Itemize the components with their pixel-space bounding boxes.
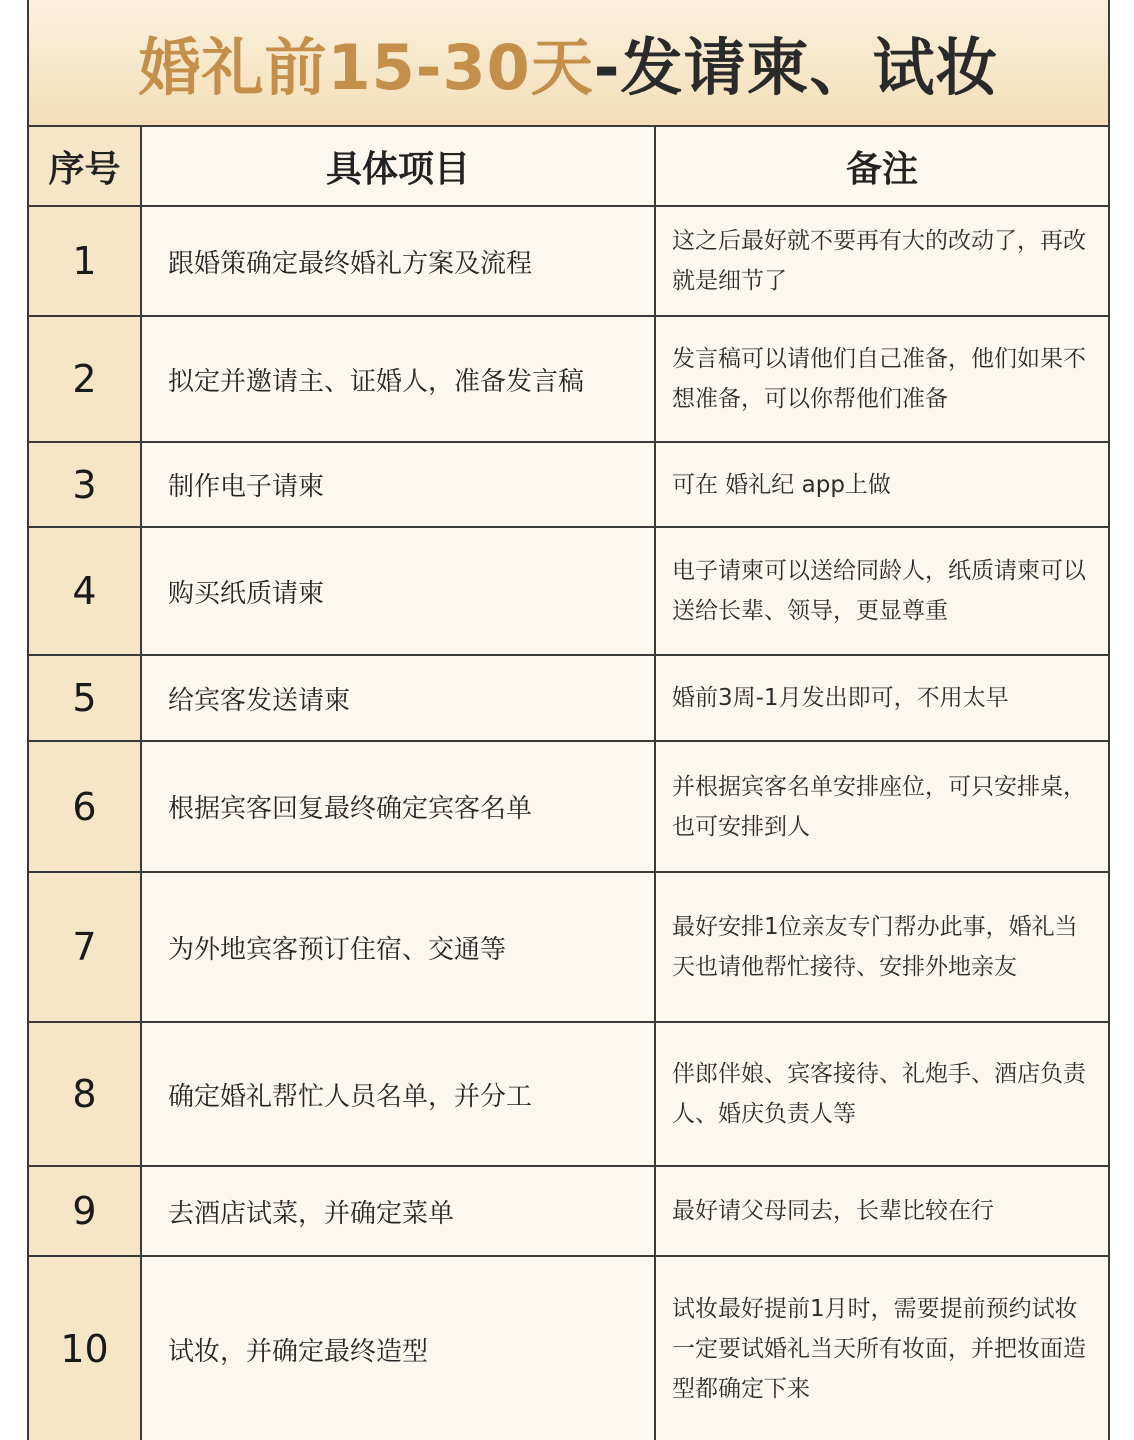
row-num: 9: [29, 1166, 141, 1256]
row-note: 并根据宾客名单安排座位，可只安排桌，也可安排到人: [655, 741, 1108, 872]
row-num: 1: [29, 206, 141, 316]
row-note: 可在 婚礼纪 app上做: [655, 442, 1108, 527]
row-item: 为外地宾客预订住宿、交通等: [141, 872, 655, 1022]
row-item: 拟定并邀请主、证婚人，准备发言稿: [141, 316, 655, 442]
row-num: 6: [29, 741, 141, 872]
row-num: 3: [29, 442, 141, 527]
row-num: 10: [29, 1256, 141, 1440]
table-row: [29, 1166, 1108, 1256]
header-note: 备注: [655, 127, 1108, 206]
row-note: 最好请父母同去，长辈比较在行: [655, 1166, 1108, 1256]
row-note: 电子请柬可以送给同龄人，纸质请柬可以送给长辈、领导，更显尊重: [655, 527, 1108, 655]
table-row: [29, 741, 1108, 872]
title-topic: -发请柬、试妆: [593, 31, 999, 104]
row-note: 最好安排1位亲友专门帮办此事，婚礼当天也请他帮忙接待、安排外地亲友: [655, 872, 1108, 1022]
row-num: 7: [29, 872, 141, 1022]
row-num: 4: [29, 527, 141, 655]
row-num: 8: [29, 1022, 141, 1166]
row-item: 购买纸质请柬: [141, 527, 655, 655]
row-item: 去酒店试菜，并确定菜单: [141, 1166, 655, 1256]
page-title: [29, 0, 1108, 127]
row-num: 5: [29, 655, 141, 741]
task-table: [29, 127, 1108, 1440]
table-row: [29, 442, 1108, 527]
row-note: 婚前3周-1月发出即可，不用太早: [655, 655, 1108, 741]
table-row: [29, 316, 1108, 442]
header-item: 具体项目: [141, 127, 655, 206]
row-item: 确定婚礼帮忙人员名单，并分工: [141, 1022, 655, 1166]
header-num: 序号: [29, 127, 141, 206]
row-note: 试妆最好提前1月时，需要提前预约试妆一定要试婚礼当天所有妆面，并把妆面造型都确定下来: [655, 1256, 1108, 1440]
row-num: 2: [29, 316, 141, 442]
table-row: [29, 527, 1108, 655]
table-row: [29, 1022, 1108, 1166]
row-item: 根据宾客回复最终确定宾客名单: [141, 741, 655, 872]
table-row: [29, 655, 1108, 741]
row-note: 伴郎伴娘、宾客接待、礼炮手、酒店负责人、婚庆负责人等: [655, 1022, 1108, 1166]
row-item: 给宾客发送请柬: [141, 655, 655, 741]
title-period: 婚礼前15-30天: [138, 31, 594, 104]
row-item: 跟婚策确定最终婚礼方案及流程: [141, 206, 655, 316]
table-row: [29, 1256, 1108, 1440]
table-header-row: [29, 127, 1108, 206]
row-note: 发言稿可以请他们自己准备，他们如果不想准备，可以你帮他们准备: [655, 316, 1108, 442]
table-row: [29, 206, 1108, 316]
table-row: [29, 872, 1108, 1022]
row-note: 这之后最好就不要再有大的改动了，再改就是细节了: [655, 206, 1108, 316]
row-item: 试妆，并确定最终造型: [141, 1256, 655, 1440]
row-item: 制作电子请柬: [141, 442, 655, 527]
checklist-sheet: [27, 0, 1110, 1440]
